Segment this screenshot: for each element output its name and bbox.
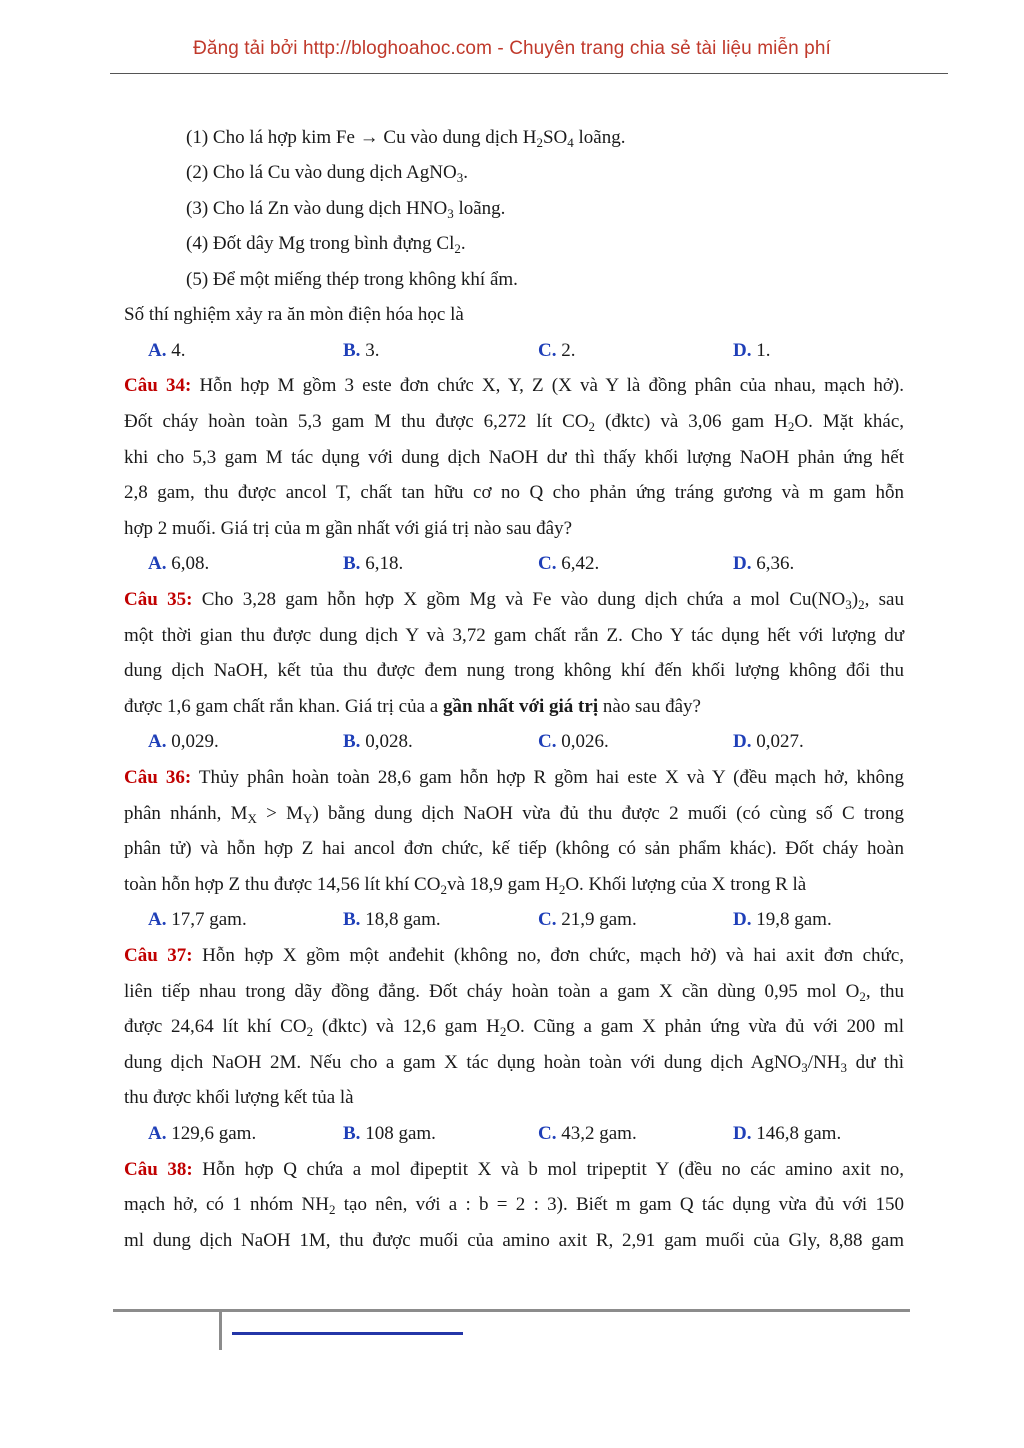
- option-d: D. 0,027.: [733, 731, 804, 752]
- question-34-line-5: hợp 2 muối. Giá trị của m gần nhất với giá trị nào sau đây?: [124, 518, 573, 539]
- option-c: C. 6,42.: [538, 553, 600, 574]
- option-a: A. 4.: [148, 340, 186, 361]
- experiment-3: (3) Cho lá Zn vào dung dịch $HNO_3$ loãng.: [186, 198, 506, 221]
- question-34-line-1: Câu 34: Hỗn hợp M gồm 3 este đơn chức X, Y, Z (X và Y là đồng phân của nhau, mạch hở).: [124, 375, 904, 396]
- experiment-1: (1) Cho lá hợp kim Fe → Cu vào dung dịch $H_2SO_4$ loãng.: [186, 127, 626, 150]
- option-a: A. 129,6 gam.: [148, 1123, 257, 1144]
- question-34-line-2: Đốt cháy hoàn toàn 5,3 gam M thu được 6,272 lít $CO_2$ (đktc) và 3,06 gam $H_2O$. Mặt khác,: [124, 411, 905, 434]
- question-36-line-2: phân nhánh, $M_X > M_Y$) bằng dung dịch NaOH vừa đủ thu được 2 muối (có cùng số C trong: [124, 803, 905, 826]
- option-d: D. 6,36.: [733, 553, 795, 574]
- option-c: C. 21,9 gam.: [538, 909, 637, 930]
- option-c: C. 43,2 gam.: [538, 1123, 637, 1144]
- question-38-line-1: Câu 38: Hỗn hợp Q chứa a mol đipeptit X và b mol tripeptit Y (đều no các amino axit no,: [124, 1159, 904, 1180]
- option-c: C. 2.: [538, 340, 576, 361]
- question-37-line-3: được 24,64 lít khí $CO_2$ (đktc) và 12,6 gam $H_2O$. Cũng a gam X phản ứng vừa đủ với 200 ml: [124, 1016, 904, 1039]
- option-a: A. 6,08.: [148, 553, 210, 574]
- option-c: C. 0,026.: [538, 731, 609, 752]
- question-34-line-4: 2,8 gam, thu được ancol T, chất tan hữu cơ no Q cho phản ứng tráng gương và m gam hỗn: [124, 482, 904, 503]
- question-35-line-2: một thời gian thu được dung dịch Y và 3,72 gam chất rắn Z. Cho Y tác dụng hết với lượng dư: [124, 625, 904, 646]
- question-36-line-1: Câu 36: Thủy phân hoàn toàn 28,6 gam hỗn hợp R gồm hai este X và Y (đều mạch hở, không: [124, 767, 904, 788]
- question-38-line-2: mạch hở, có 1 nhóm $NH_2$ tạo nên, với a : b = 2 : 3). Biết m gam Q tác dụng vừa đủ với 150: [124, 1194, 904, 1217]
- question-38-line-3: ml dung dịch NaOH 1M, thu được muối của amino axit R, 2,91 gam muối của Gly, 8,88 gam: [124, 1230, 904, 1251]
- option-d: D. 19,8 gam.: [733, 909, 832, 930]
- question-37-line-5: thu được khối lượng kết tủa là: [124, 1087, 354, 1108]
- question-38-label: Câu 38:: [124, 1159, 193, 1180]
- option-b: B. 18,8 gam.: [343, 909, 441, 930]
- option-b: B. 0,028.: [343, 731, 413, 752]
- question-35-line-3: dung dịch NaOH, kết tủa thu được đem nung trong không khí đến khối lượng không đổi thu: [124, 660, 904, 681]
- footer-accent-line: [232, 1332, 463, 1335]
- experiment-2: (2) Cho lá Cu vào dung dịch AgNO$_3$.: [186, 162, 468, 185]
- experiment-5: (5) Để một miếng thép trong không khí ẩm.: [186, 269, 518, 290]
- question-37-line-2: liên tiếp nhau trong dãy đồng đẳng. Đốt cháy hoàn toàn a gam X cần dùng 0,95 mol $O_2$, thu: [124, 981, 904, 1004]
- question-35-line-1: Câu 35: Cho 3,28 gam hỗn hợp X gồm Mg và Fe vào dung dịch chứa a mol $Cu(NO_3)_2$, sau: [124, 589, 904, 612]
- question-36-label: Câu 36:: [124, 767, 192, 788]
- question-37-label: Câu 37:: [124, 945, 193, 966]
- option-a: A. 17,7 gam.: [148, 909, 247, 930]
- question-36-line-4: toàn hỗn hợp Z thu được 14,56 lít khí $CO_2và$ 18,9 gam $H_2O$. Khối lượng của X trong R là: [124, 874, 807, 897]
- option-b: B. 108 gam.: [343, 1123, 436, 1144]
- question-36-line-3: phân tử) và hỗn hợp Z hai ancol đơn chức, kế tiếp (không có sản phẩm khác). Đốt cháy hoàn: [124, 838, 904, 859]
- question-37-line-1: Câu 37: Hỗn hợp X gồm một anđehit (không no, đơn chức, mạch hở) và hai axit đơn chức,: [124, 945, 905, 966]
- option-a: A. 0,029.: [148, 731, 219, 752]
- question-35-label: Câu 35:: [124, 589, 193, 610]
- option-b: B. 3.: [343, 340, 380, 361]
- page-header: Đăng tải bởi http://bloghoahoc.com - Chuyên trang chia sẻ tài liệu miễn phí: [193, 38, 831, 59]
- option-b: B. 6,18.: [343, 553, 404, 574]
- header-divider: [110, 73, 948, 74]
- question-35-line-4: được 1,6 gam chất rắn khan. Giá trị của a gần nhất với giá trị nào sau đây?: [124, 696, 701, 717]
- question-34-label: Câu 34:: [124, 375, 192, 396]
- question-37-line-4: dung dịch NaOH 2M. Nếu cho a gam X tác dụng hoàn toàn với dung dịch $AgNO_3/NH_3$ dư thì: [124, 1052, 904, 1075]
- experiment-4: (4) Đốt dây Mg trong bình đựng $Cl_2$.: [186, 233, 466, 256]
- footer-vertical-mark: [219, 1312, 222, 1350]
- footer-divider: [113, 1309, 910, 1312]
- option-d: D. 1.: [733, 340, 771, 361]
- question-34-line-3: khi cho 5,3 gam M tác dụng với dung dịch NaOH dư thì thấy khối lượng NaOH phản ứng hết: [124, 447, 904, 468]
- question-33-text: Số thí nghiệm xảy ra ăn mòn điện hóa học là: [124, 304, 464, 325]
- option-d: D. 146,8 gam.: [733, 1123, 842, 1144]
